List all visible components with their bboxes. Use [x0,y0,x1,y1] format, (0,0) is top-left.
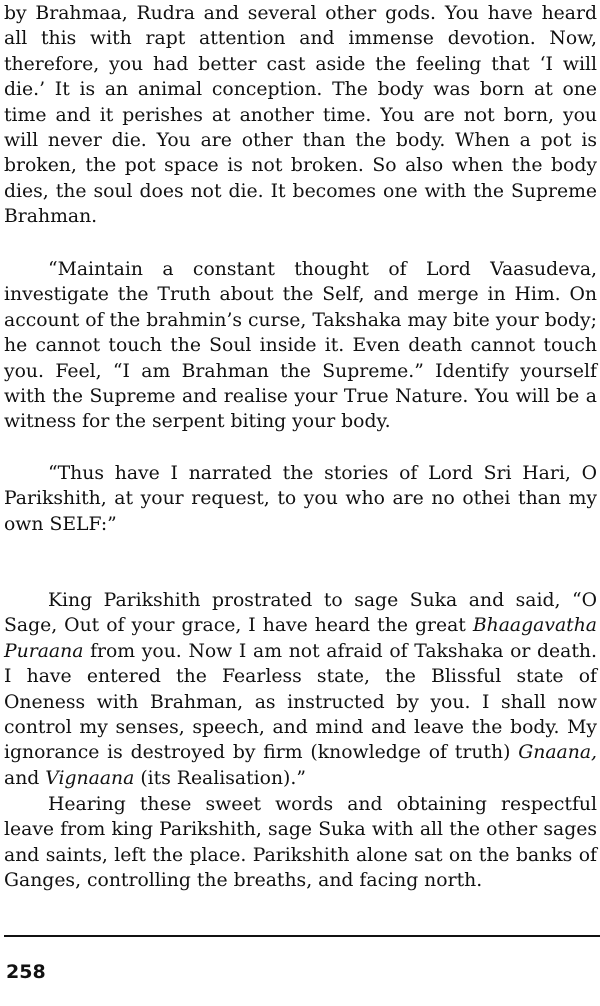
text-run: by Brahmaa, Rudra and several other gods. You have heard all this with rapt attention and immense devotion. Now, therefore, you had better cast aside the feeling that ‘I will die.’ It is an animal conception. The body was born at one time and it perishes at another time. You are not born, you will never die. You are other than the body. When a pot is broken, the pot space is not broken. So also when the body dies, the soul does not die. It becomes one with the Supreme Brahman. [4,3,597,228]
text-run: “Thus have I narrated the stories of Lord Sri Hari, O Parikshith, at your request, to you who are no othei than my own SELF:” [4,463,597,535]
paragraph-3 [4,461,597,537]
paragraph-1 [4,1,597,230]
text-run: Hearing these sweet words and obtaining respectful leave from king Parikshith, sage Suka with all the other sages and saints, left the place. Parikshith alone sat on the banks of Ganges, controlling the breaths, and facing north. [4,794,597,892]
text-run: from you. Now I am not afraid of Takshaka or death. I have entered the Fearless state, the Blissful state of Oneness with Brahman, as instructed by you. I shall now control my senses, speech, and mind and leave the body. My ignorance is destroyed by firm (knowledge of truth) [4,640,597,764]
paragraph-5 [4,792,597,894]
italic-term: Bhaagavatha Puraana [4,615,597,662]
text-run: King Parikshith prostrated to sage Suka and said, “O Sage, Out of your grace, I have heard the great [4,590,597,637]
text-run: and [4,767,46,789]
text-run: (its Realisation).” [134,767,306,789]
paragraph-4 [4,588,597,791]
text-run: “Maintain a constant thought of Lord Vaasudeva, investigate the Truth about the Self, and merge in Him. On account of the brahmin’s curse, Takshaka may bite your body; he cannot touch the Soul inside it. Even death cannot touch you. Feel, “I am Brahman the Supreme.” Identify yourself with the Supreme and realise your True Nature. You will be a witness for the serpent biting your body. [4,259,597,433]
italic-term: Gnaana, [518,742,597,764]
footer-rule [4,935,600,937]
italic-term: Vignaana [45,767,135,789]
paragraph-2 [4,257,597,435]
page-number: 258 [6,961,46,983]
